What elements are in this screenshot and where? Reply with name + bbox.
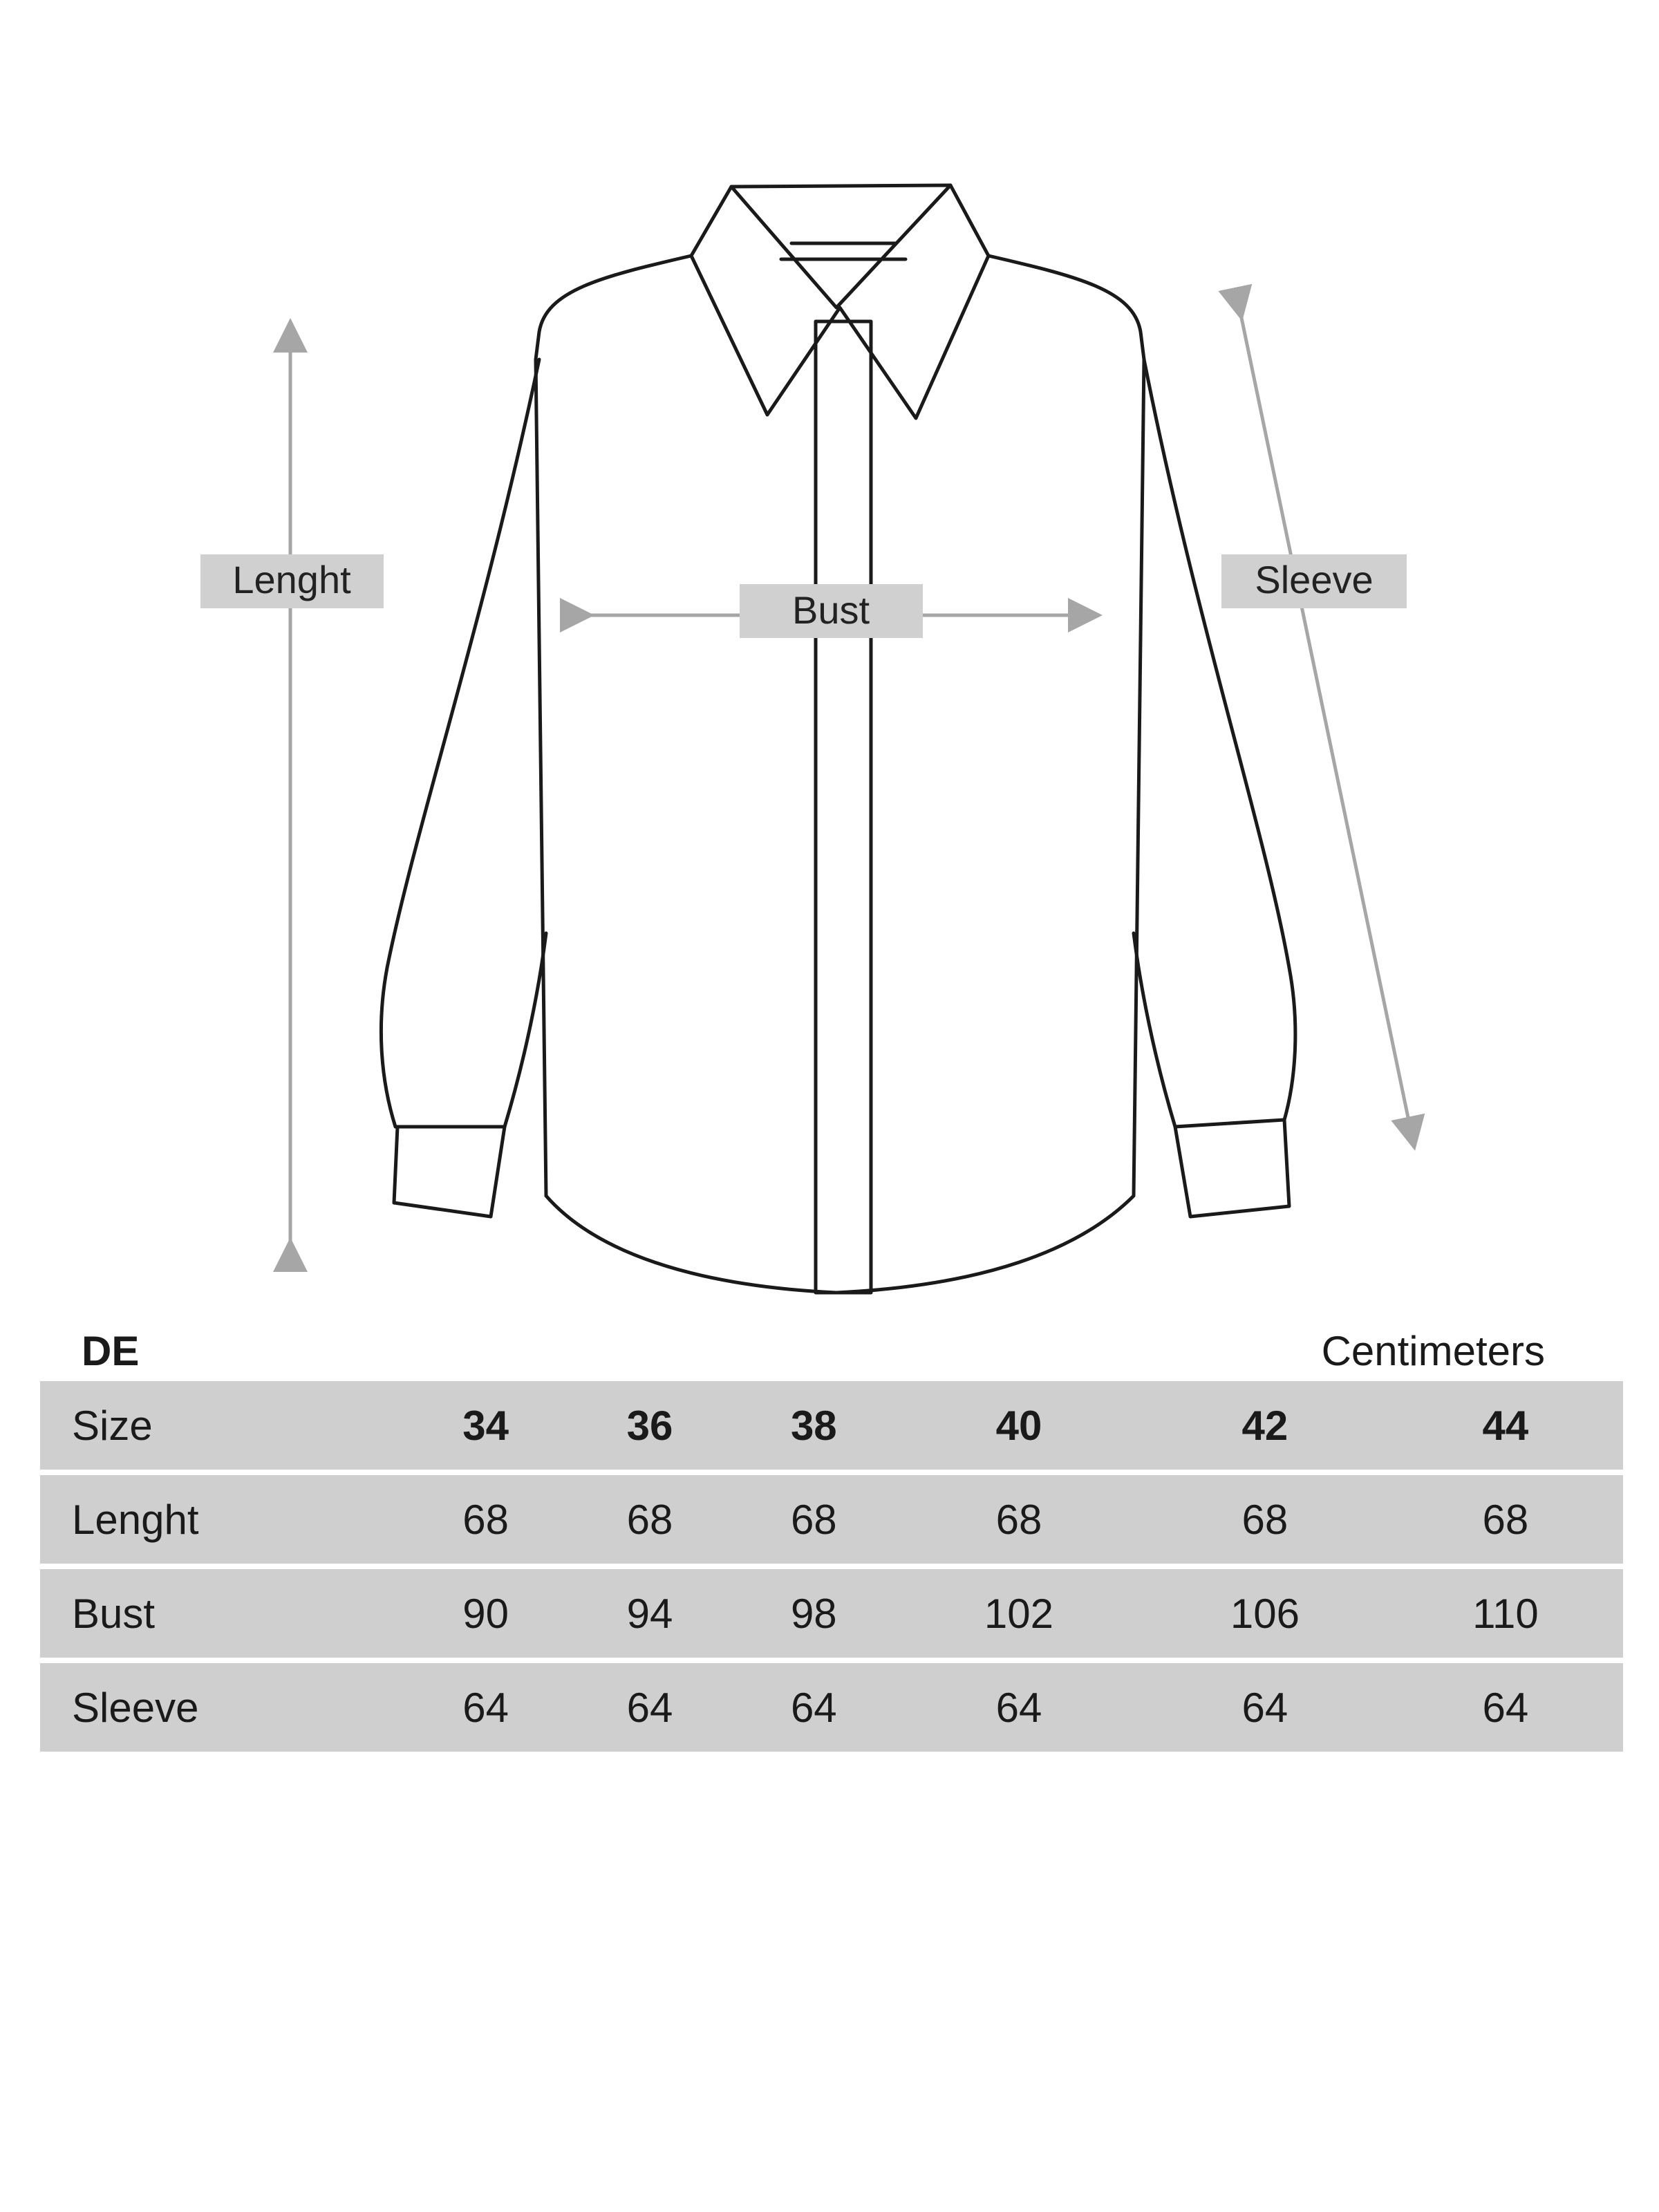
table-cell: 110 bbox=[1388, 1569, 1623, 1658]
table-cell: 64 bbox=[568, 1663, 731, 1752]
table-cell: 90 bbox=[404, 1569, 568, 1658]
size-cell: 36 bbox=[568, 1381, 731, 1470]
sleeve-row-label: Sleeve bbox=[40, 1663, 404, 1752]
size-cell: 34 bbox=[404, 1381, 568, 1470]
table-cell: 68 bbox=[404, 1475, 568, 1564]
measurement-labels bbox=[200, 554, 1407, 638]
region-label: DE bbox=[82, 1328, 140, 1374]
table-cell: 68 bbox=[896, 1475, 1142, 1564]
bust-label: Bust bbox=[791, 588, 870, 632]
bust-row bbox=[40, 1569, 1623, 1658]
length-row bbox=[40, 1475, 1623, 1564]
table-cell: 102 bbox=[896, 1569, 1142, 1658]
bust-row-label: Bust bbox=[40, 1569, 404, 1658]
length-row-label: Lenght bbox=[40, 1475, 404, 1564]
length-label: Lenght bbox=[232, 558, 351, 601]
shirt-outline bbox=[381, 185, 1295, 1293]
size-cell: 42 bbox=[1142, 1381, 1388, 1470]
unit-label: Centimeters bbox=[1321, 1328, 1545, 1374]
size-header-row bbox=[40, 1381, 1623, 1470]
size-row-label: Size bbox=[40, 1381, 404, 1470]
sleeve-row bbox=[40, 1663, 1623, 1752]
table-cell: 98 bbox=[732, 1569, 896, 1658]
table-cell: 64 bbox=[732, 1663, 896, 1752]
table-cell: 106 bbox=[1142, 1569, 1388, 1658]
size-cell: 40 bbox=[896, 1381, 1142, 1470]
size-cell: 44 bbox=[1388, 1381, 1623, 1470]
table-cell: 64 bbox=[896, 1663, 1142, 1752]
sleeve-label: Sleeve bbox=[1255, 558, 1374, 601]
table-cell: 94 bbox=[568, 1569, 731, 1658]
size-cell: 38 bbox=[732, 1381, 896, 1470]
table-cell: 68 bbox=[568, 1475, 731, 1564]
table-cell: 68 bbox=[1388, 1475, 1623, 1564]
sleeve-arrow bbox=[1241, 315, 1414, 1144]
table-cell: 68 bbox=[732, 1475, 896, 1564]
table-cell: 64 bbox=[1388, 1663, 1623, 1752]
table-cell: 68 bbox=[1142, 1475, 1388, 1564]
table-cell: 64 bbox=[1142, 1663, 1388, 1752]
table-cell: 64 bbox=[404, 1663, 568, 1752]
size-table bbox=[40, 1376, 1623, 1757]
